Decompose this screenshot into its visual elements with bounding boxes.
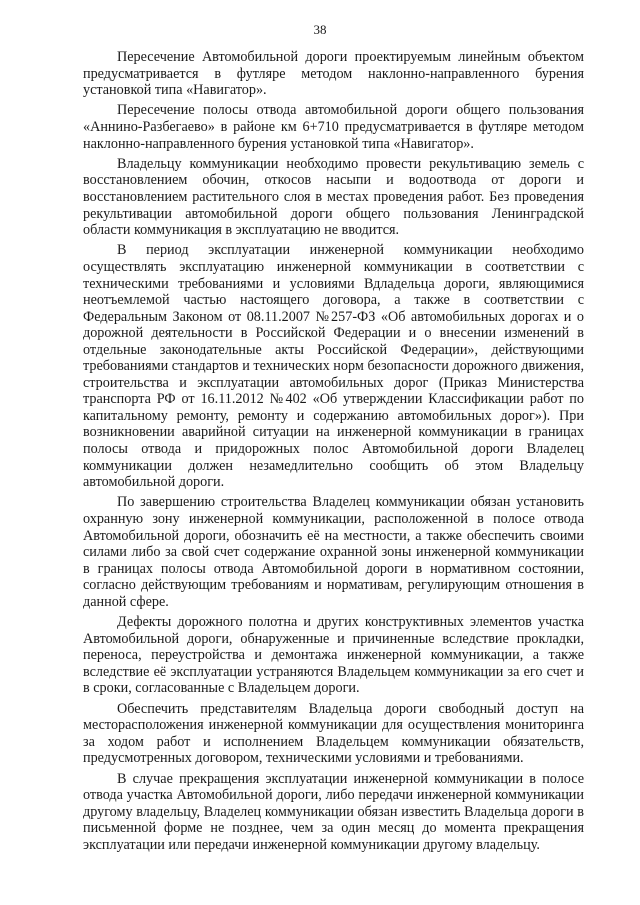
document-body [83,49,584,853]
paragraph-highway-crossing: Пересечение Автомобильной дороги проектируемым линейным объектом предусматривается в футляре методом наклонно-направленного бурения установкой типа «Навигатор». [83,49,584,99]
paragraph-protection-zone: По завершению строительства Владелец коммуникации обязан установить охранную зону инженерной коммуникации, расположенной в полосе отвода Автомобильной дороги, обозначить её на местности, а также обеспечить своими силами либо за свой счет содержание охранной зоны инженерной коммуникации в границах полосы отвода Автомобильной дороги в нормативном состоянии, согласно действующим требованиям и нормативам, регулирующим отношения в данной сфере. [83,494,584,610]
paragraph-right-of-way-crossing: Пересечение полосы отвода автомобильной дороги общего пользования «Аннино-Разбегаево» в районе км 6+710 предусматривается в футляре методом наклонно-направленного бурения установкой типа «Навигатор». [83,102,584,152]
paragraph-access: Обеспечить представителям Владельца дороги свободный доступ на месторасположения инженерной коммуникации для осуществления мониторинга за ходом работ и исполнением Владельцем коммуникации обязательств, предусмотренных договором, техническими условиями и требованиями. [83,700,584,767]
page-number: 38 [313,22,327,37]
paragraph-operation-requirements: В период эксплуатации инженерной коммуникации необходимо осуществлять эксплуатацию инженерной коммуникации в соответствии с техническими требованиями и условиями Вдладельца дороги, являющимися неотъемлемой частью настоящего договора, а также в соответствии с Федеральным Законом от 08.11.2007 №257-ФЗ «Об автомобильных дорогах и о дорожной деятельности в Российской Федерации и о внесении изменений в отдельные законодательные акты Российской Федерации», действующими требованиями стандартов и технических норм безопасности дорожного движения, строительства и эксплуатации автомобильных дорог (Приказ Министерства транспорта РФ от 16.11.2012 №402 «Об утверждении Классификации работ по капитальному ремонту, ремонту и содержанию автомобильных дорог»). При возникновении аварийной ситуации на инженерной коммуникации в границах полосы отвода и придорожных полос Автомобильной дороги Владелец коммуникации должен незамедлительно сообщить об этом Владельцу автомобильной дороги. [83,242,584,491]
paragraph-recultivation: Владельцу коммуникации необходимо провести рекультивацию земель с восстановлением обочин, откосов насыпи и водоотвода от дороги и восстановлением растительного слоя в местах проведения работ. Без проведения рекультивации автомобильной дороги общего пользования Ленинградской области коммуникация в эксплуатацию не вводится. [83,155,584,239]
paragraph-defects: Дефекты дорожного полотна и других конструктивных элементов участка Автомобильной дороги, обнаруженные и причиненные вследствие прокладки, переноса, переустройства и демонтажа инженерной коммуникации, а также вследствие её эксплуатации устраняются Владельцем коммуникации за его счет и в сроки, согласованные с Владельцем дороги. [83,614,584,697]
paragraph-termination: В случае прекращения эксплуатации инженерной коммуникации в полосе отвода участка Автомобильной дороги, либо передачи инженерной коммуникации другому владельцу, Владелец коммуникации обязан известить Владельца дороги в письменной форме не позднее, чем за один месяц до момента прекращения эксплуатации или передачи инженерной коммуникации другому владельцу. [83,770,584,853]
